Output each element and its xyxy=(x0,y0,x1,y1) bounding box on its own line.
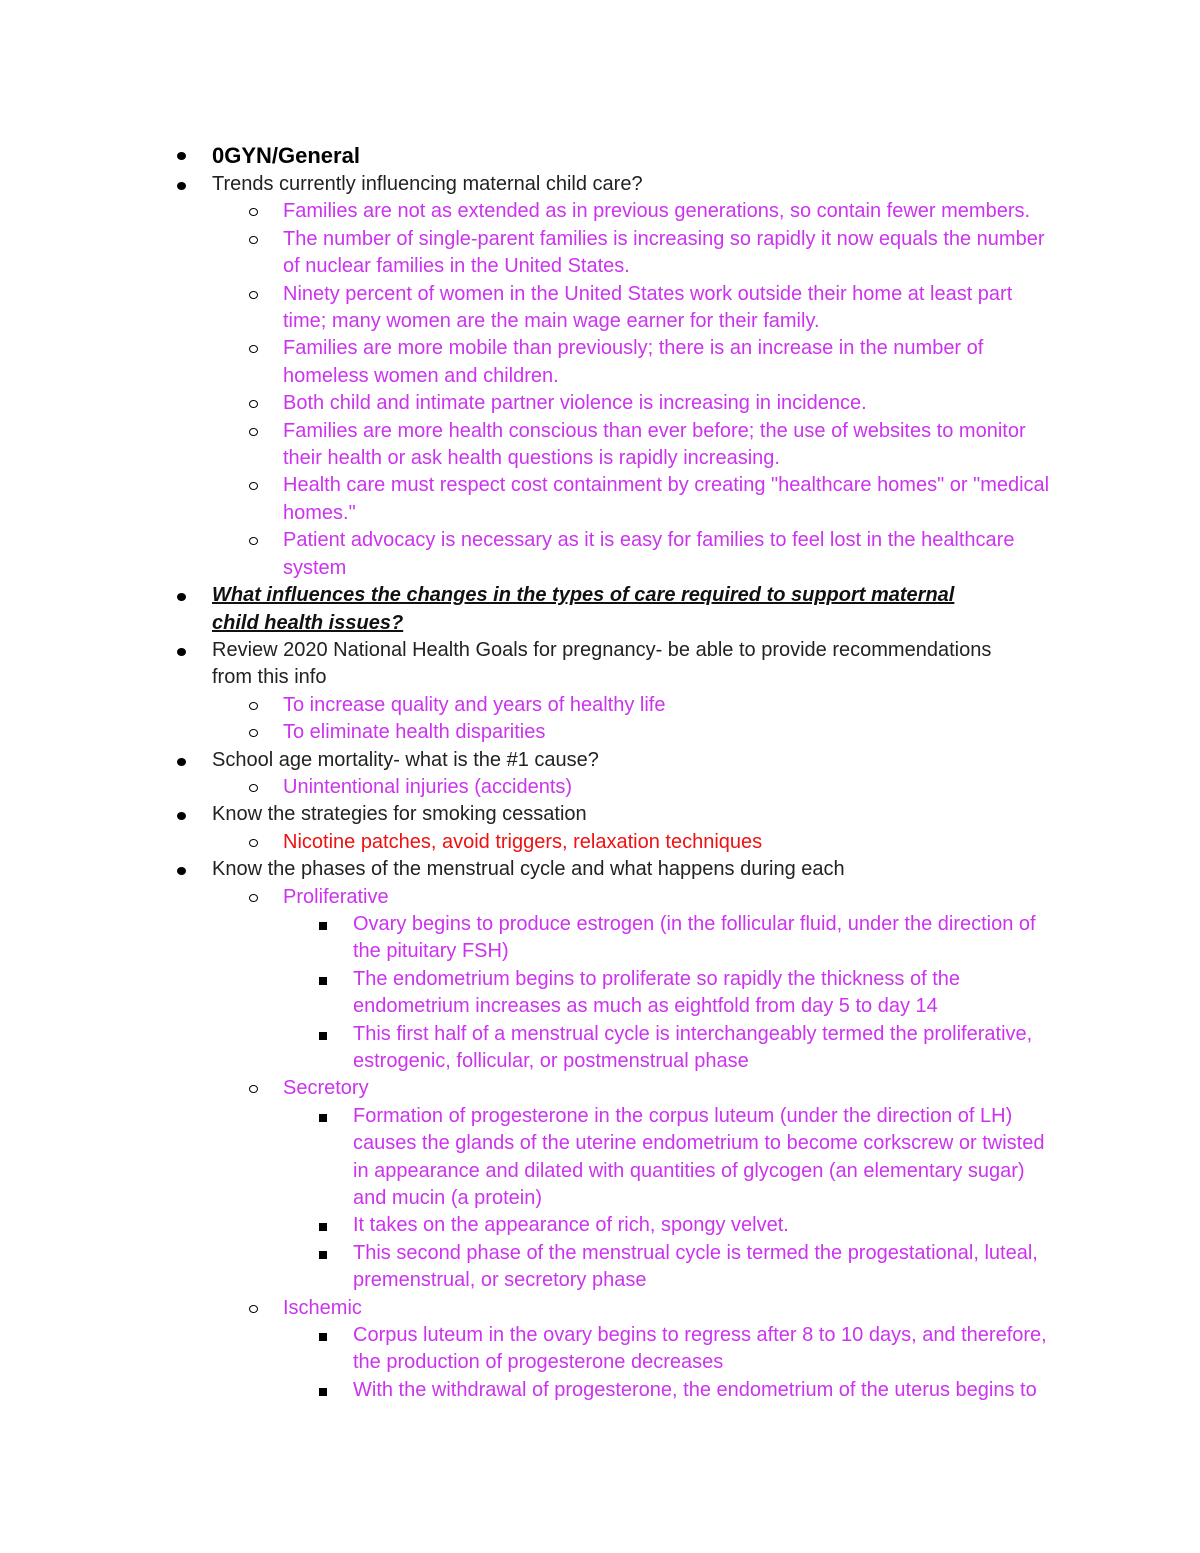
bullet-icon xyxy=(249,537,258,545)
bullet-icon xyxy=(249,345,258,353)
list-item xyxy=(0,1295,1200,1322)
list-item xyxy=(0,582,1200,637)
emphasized-question: What influences the changes in the types of care required to support maternal child health issues? xyxy=(212,584,955,634)
phase-point: Ovary begins to produce estrogen (in the follicular fluid, under the direction of the pituitary FSH) xyxy=(353,912,1036,963)
list-item xyxy=(0,1021,1200,1076)
bullet-icon xyxy=(319,1388,327,1396)
bullet-icon xyxy=(249,839,258,847)
list-item xyxy=(0,281,1200,336)
bullet-icon xyxy=(319,1333,327,1341)
answer-text: Both child and intimate partner violence is increasing in incidence. xyxy=(283,392,867,415)
answer-text: Nicotine patches, avoid triggers, relaxation techniques xyxy=(283,830,763,853)
phase-point: This second phase of the menstrual cycle is termed the progestational, luteal, premenstrual, or secretory phase xyxy=(353,1241,1038,1292)
section-heading: 0GYN/General xyxy=(212,143,360,168)
bullet-icon xyxy=(249,1085,258,1093)
bullet-icon xyxy=(249,729,258,737)
answer-text: To eliminate health disparities xyxy=(283,721,546,744)
bullet-icon xyxy=(249,482,258,490)
bullet-icon xyxy=(319,977,327,985)
answer-text: Health care must respect cost containment by creating "healthcare homes" or "medical homes." xyxy=(283,474,1050,524)
list-item xyxy=(0,774,1200,801)
phase-name: Ischemic xyxy=(283,1296,362,1319)
list-item xyxy=(0,140,1200,171)
question-text: Trends currently influencing maternal child care? xyxy=(212,173,643,195)
bullet-icon xyxy=(249,291,258,299)
document-body xyxy=(0,140,1200,1404)
bullet-icon xyxy=(319,1032,327,1040)
list-item xyxy=(0,335,1200,390)
bullet-icon xyxy=(319,1114,327,1122)
answer-text: Unintentional injuries (accidents) xyxy=(283,775,573,798)
list-item xyxy=(0,1322,1200,1377)
list-item xyxy=(0,856,1200,883)
question-text: Review 2020 National Health Goals for pregnancy- be able to provide recommendations from this info xyxy=(212,638,992,689)
phase-name: Proliferative xyxy=(283,885,389,908)
question-text: Know the phases of the menstrual cycle and what happens during each xyxy=(212,858,845,881)
list-item xyxy=(0,1075,1200,1102)
list-item xyxy=(0,966,1200,1021)
list-item xyxy=(0,418,1200,473)
bullet-icon xyxy=(177,182,186,190)
bullet-icon xyxy=(177,758,186,766)
bullet-icon xyxy=(177,867,186,875)
phase-point: The endometrium begins to proliferate so rapidly the thickness of the endometrium increases as much as eightfold from day 5 to day 14 xyxy=(353,967,960,1018)
list-item xyxy=(0,226,1200,281)
phase-point: With the withdrawal of progesterone, the endometrium of the uterus begins to xyxy=(353,1378,1037,1401)
question-text: Know the strategies for smoking cessation xyxy=(212,803,587,826)
list-item xyxy=(0,198,1200,225)
answer-text: Families are more health conscious than ever before; the use of websites to monitor their health or ask health questions is rapidly increasing. xyxy=(283,419,1026,470)
answer-text: Families are not as extended as in previous generations, so contain fewer members. xyxy=(283,200,1031,223)
bullet-icon xyxy=(249,400,258,408)
question-text: School age mortality- what is the #1 cause? xyxy=(212,748,599,771)
list-item xyxy=(0,747,1200,774)
list-item xyxy=(0,472,1200,527)
bullet-icon xyxy=(249,236,258,244)
list-item xyxy=(0,637,1200,692)
list-item xyxy=(0,390,1200,417)
bullet-icon xyxy=(249,894,258,902)
list-item xyxy=(0,884,1200,911)
answer-text: Families are more mobile than previously; there is an increase in the number of homeless women and children. xyxy=(283,337,984,387)
answer-text: Patient advocacy is necessary as it is easy for families to feel lost in the healthcare system xyxy=(283,529,1015,579)
bullet-icon xyxy=(319,1251,327,1259)
phase-point: Corpus luteum in the ovary begins to regress after 8 to 10 days, and therefore, the production of progesterone decreases xyxy=(353,1324,1047,1374)
bullet-icon xyxy=(177,152,186,160)
bullet-icon xyxy=(177,648,186,656)
answer-text: Ninety percent of women in the United States work outside their home at least part time; many women are the main wage earner for their family. xyxy=(283,282,1013,333)
list-item xyxy=(0,1240,1200,1295)
list-item xyxy=(0,1103,1200,1213)
bullet-icon xyxy=(249,784,258,792)
list-item xyxy=(0,171,1200,198)
bullet-icon xyxy=(319,922,327,930)
phase-point: This first half of a menstrual cycle is interchangeably termed the proliferative, estrogenic, follicular, or postmenstrual phase xyxy=(353,1022,1033,1072)
bullet-icon xyxy=(249,208,258,216)
bullet-icon xyxy=(249,702,258,710)
phase-point: It takes on the appearance of rich, spongy velvet. xyxy=(353,1214,789,1237)
answer-text: The number of single-parent families is increasing so rapidly it now equals the number of nuclear families in the United States. xyxy=(283,227,1045,278)
list-item xyxy=(0,829,1200,856)
list-item xyxy=(0,692,1200,719)
list-item xyxy=(0,719,1200,746)
list-item xyxy=(0,1212,1200,1239)
answer-text: To increase quality and years of healthy life xyxy=(283,693,666,716)
phase-name: Secretory xyxy=(283,1077,369,1100)
bullet-icon xyxy=(177,812,186,820)
bullet-icon xyxy=(249,1305,258,1313)
bullet-icon xyxy=(319,1223,327,1231)
phase-point: Formation of progesterone in the corpus luteum (under the direction of LH) causes the glands of the uterine endometrium to become corkscrew or twisted in appearance and dilated with quantities of glycogen (an elementary sugar) and mucin (a protein) xyxy=(353,1104,1045,1210)
list-item xyxy=(0,527,1200,582)
list-item xyxy=(0,1377,1200,1404)
bullet-icon xyxy=(249,428,258,436)
list-item xyxy=(0,801,1200,828)
bullet-icon xyxy=(177,593,186,601)
list-item xyxy=(0,911,1200,966)
